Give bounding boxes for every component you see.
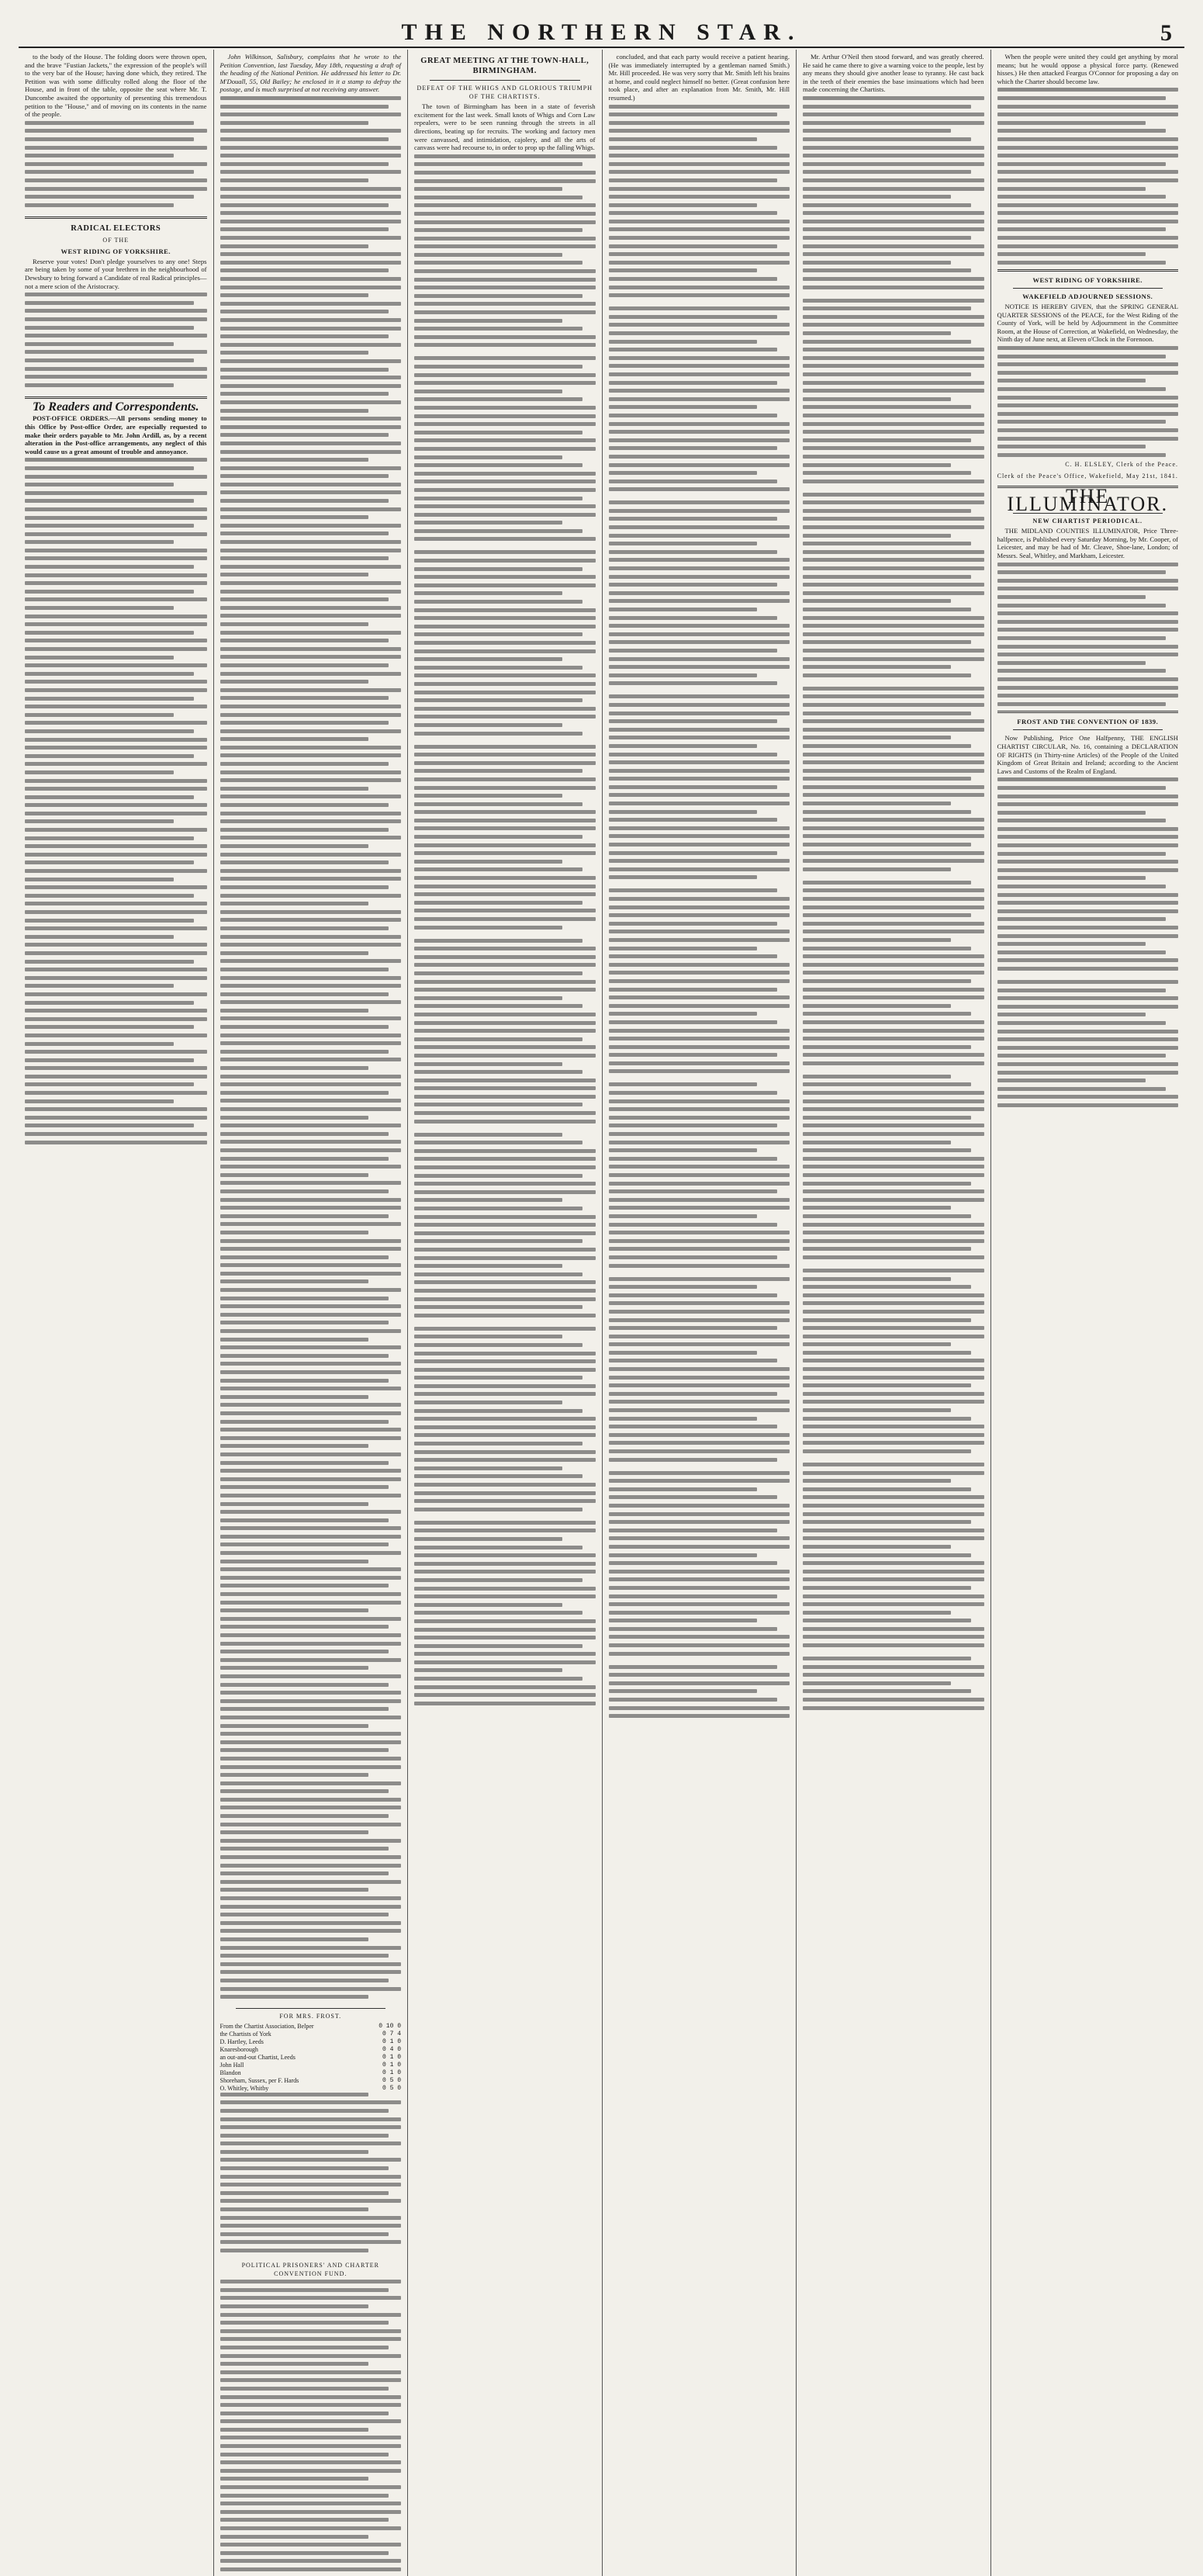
text-block (25, 293, 207, 387)
subscription-amount: 0 7 4 (382, 2030, 401, 2038)
illuminator-sub: NEW CHARTIST PERIODICAL. (1032, 517, 1143, 525)
page-number: 5 (1160, 20, 1172, 46)
subscriber-name: Blandon (220, 2069, 241, 2076)
subscription-amount: 0 5 0 (382, 2076, 401, 2084)
correspondent-note: John Wilkinson, Salisbury, complains that he wrote to the Petition Convention, last Tuesday, May 18th, requesting a draft of the heading of the National Petition. He addressed his letter to Dr. M'Douall, 55, Old Bailey; he enclosed in it a stamp to defray the postage, and is much surprised at not receiving any answer. (220, 53, 401, 94)
article-subheading: DEFEAT OF THE WHIGS AND GLORIOUS TRIUMPH OF THE CHARTISTS. (417, 85, 593, 100)
subs-heading: FOR MRS. FROST. (279, 2013, 342, 2020)
subscriber-name: From the Chartist Association, Belper (220, 2022, 314, 2030)
text-block (997, 88, 1179, 264)
text-block (220, 96, 402, 1999)
fund-heading: POLITICAL PRISONERS' AND CHARTER CONVENTION FUND. (241, 2262, 379, 2277)
subscription-row (220, 2062, 402, 2069)
subscription-amount: 0 1 0 (382, 2069, 401, 2076)
sessions-text: NOTICE IS HEREBY GIVEN, that the SPRING GENERAL QUARTER SESSIONS of the PEACE, for the West Riding of the County of York, will be held by Adjournment in the Committee Room, at the House of Correction, at Wakefield, on Wednesday, the Ninth day of June next, at Eleven o'Clock in the Forenoon. (997, 303, 1178, 344)
newspaper-title: THE NORTHERN STAR. (401, 19, 802, 45)
subscription-row (220, 2069, 402, 2077)
column-4 (602, 50, 797, 2576)
text-block (25, 458, 207, 1144)
text-block (220, 2093, 402, 2252)
article-text: Mr. Arthur O'Neil then stood forward, and was greatly cheered. He said he came there to give a warning voice to the people, lest by any means they should give another lease to tyranny. He cast back in the teeth of their enemies the base insinuations which had been made concerning the Chartists. (803, 53, 984, 94)
subscription-amount: 0 1 0 (382, 2038, 401, 2045)
frost-text: Now Publishing, Price One Halfpenny, THE ENGLISH CHARTIST CIRCULAR, No. 16, containing a DECLARATION OF RIGHTS (in Thirty-nine Articles) of the People of the United Kingdom of Great Britain and Ireland; according to the Ancient Laws and Customs of the Realm of England. (997, 734, 1178, 775)
readers-heading: To Readers and Correspondents. (32, 400, 199, 414)
article-heading: GREAT MEETING AT THE TOWN-HALL, BIRMINGHAM. (420, 57, 589, 75)
text-block (997, 777, 1179, 1107)
radical-text: Reserve your votes! Don't pledge yourselves to any one! Steps are being taken by some of your brethren in the neighbourhood of Dewsbury to bring forward a Candidate of real Radical principles—not a mere scion of the Aristocracy. (25, 257, 207, 290)
subscriber-name: John Hall (220, 2061, 244, 2069)
columns (19, 50, 1184, 2277)
intro-paragraph: to the body of the House. The folding doors were thrown open, and the brave "Fustian Jackets," the expression of the people's will to the very bar of the House; having done which, they retired. The Petition was with some difficulty rolled along the floor of the House, and in front of the table, opposite the seat where Mr. T. Duncombe awaited the opportunity of presenting this tremendous petition to the "House," and of moving on its contents in the name of the people. (25, 53, 207, 119)
sessions-heading: WAKEFIELD ADJOURNED SESSIONS. (1022, 293, 1153, 301)
illuminator-title: THE ILLUMINATOR. (1007, 484, 1169, 516)
column-2 (213, 50, 408, 2576)
subscription-list (220, 2023, 402, 2093)
text-block (803, 96, 984, 1710)
text-block (997, 563, 1179, 706)
subscriber-name: D. Hartley, Leeds (220, 2038, 264, 2045)
subscription-amount: 0 10 0 (379, 2022, 401, 2030)
column-1 (19, 50, 213, 2576)
subscriber-name: Shoreham, Sussex, per F. Hards (220, 2076, 299, 2084)
subscriber-name: Knaresborough (220, 2045, 258, 2053)
column-5 (796, 50, 990, 2576)
sessions-date: Clerk of the Peace's Office, Wakefield, May 21st, 1841. (997, 472, 1178, 480)
subscription-amount: 0 5 0 (382, 2084, 401, 2092)
text-block (220, 2280, 402, 2571)
subscription-amount: 0 1 0 (382, 2061, 401, 2069)
subscription-row (220, 2038, 402, 2046)
radical-heading: RADICAL ELECTORS (71, 223, 161, 233)
text-block (414, 154, 596, 1705)
radical-region: WEST RIDING OF YORKSHIRE. (60, 248, 171, 256)
subscription-row (220, 2023, 402, 2031)
article-text: The town of Birmingham has been in a state of feverish excitement for the last week. Small knots of Whigs and Corn Law repealers, were to be seen running through the streets in all directions, beating up for recruits. The working and factory men were canvassed, and intimidation, cajolery, and all the arts of canvass were had recourse to, in order to prop up the falling Whigs. (414, 102, 596, 152)
subscription-row (220, 2077, 402, 2085)
subscriber-name: the Chartists of York (220, 2030, 271, 2038)
intro-paragraph: When the people were united they could get anything by moral means; but he would oppose a physical force party. (Renewed hisses.) He then attacked Feargus O'Connor for proposing a day on which the Charter should become law. (997, 53, 1178, 85)
subscriber-name: O. Whitley, Whitby (220, 2084, 269, 2092)
subscription-row (220, 2031, 402, 2038)
subscription-row (220, 2085, 402, 2093)
text-block (997, 346, 1179, 457)
readers-text: POST-OFFICE ORDERS.—All persons sending money to this Office by Post-office Order, are especially requested to make their orders payable to Mr. John Ardill, as, by a recent alteration in the Post-office arrangements, any neglect of this would cause us a great amount of trouble and annoyance. (25, 414, 207, 455)
masthead (19, 19, 1184, 48)
text-block (609, 105, 790, 1719)
article-text: concluded, and that each party would receive a patient hearing. (He was immediately interrupted by a gentleman named Smith.) Mr. Hill proceeded. He was very sorry that Mr. Smith left his brains at home, and could neglect himself no better. (Great confusion here took place, and after an explanation from Mr. Smith, Mr. Hill resumed.) (608, 53, 790, 102)
frost-heading: FROST AND THE CONVENTION OF 1839. (1017, 717, 1159, 725)
column-3 (407, 50, 602, 2576)
subscription-amount: 0 1 0 (382, 2053, 401, 2061)
west-riding-heading: WEST RIDING OF YORKSHIRE. (1032, 275, 1143, 284)
radical-sub: OF THE (102, 236, 130, 244)
illuminator-text: THE MIDLAND COUNTIES ILLUMINATOR, Price Three-halfpence, is Published every Saturday Morning, by Mr. Cooper, of Leicester, and may be had of Mr. Cleave, Shoe-lane, London; of Messrs. Seal, Whitley, and Markham, Leicester. (997, 527, 1178, 560)
column-6 (990, 50, 1185, 2576)
subscription-amount: 0 4 0 (382, 2045, 401, 2053)
sessions-signature: C. H. ELSLEY, Clerk of the Peace. (1065, 461, 1178, 469)
subscriber-name: an out-and-out Chartist, Leeds (220, 2053, 296, 2061)
subscription-row (220, 2054, 402, 2062)
subscription-row (220, 2046, 402, 2054)
text-block (25, 121, 207, 207)
